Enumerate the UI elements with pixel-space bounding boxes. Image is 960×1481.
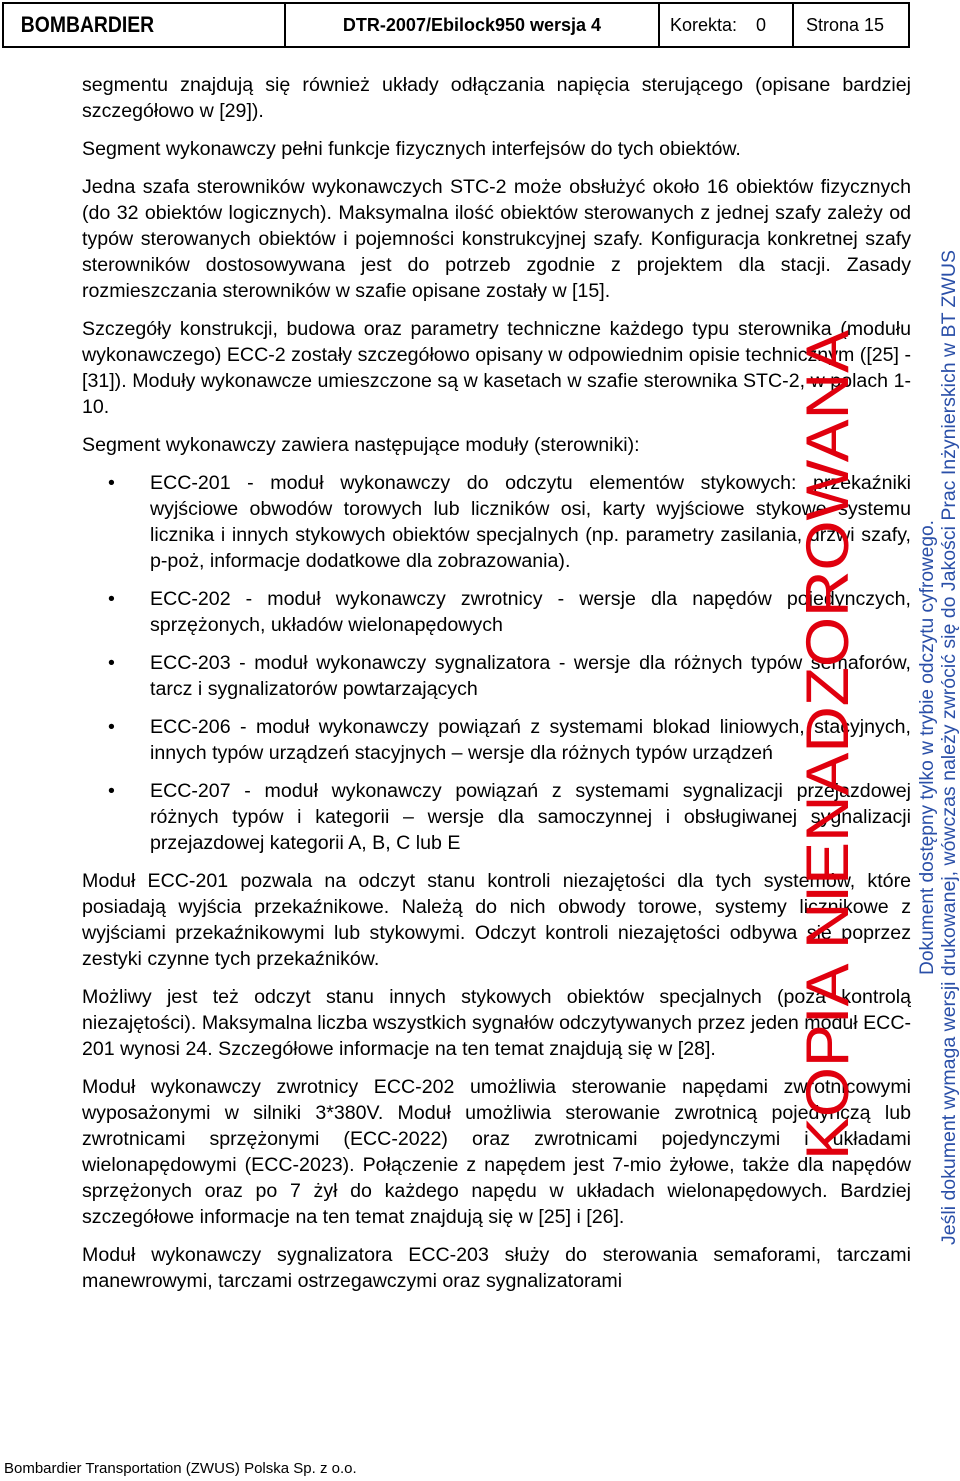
watermark-note-1: Dokument dostępny tylko w trybie odczytu cyfrowego. [917,523,938,975]
document-body [82,72,911,1306]
bullet-icon: • [108,652,115,674]
paragraph-3: Jedna szafa sterowników wykonawczych STC-2 może obsłużyć około 16 obiektów fizycznych (do 32 obiektów logicznych). Maksymalna ilość obiektów sterowanych z jednej szafy zależy od typów sterowanych obiektów i pojemności konstrukcyjnej szafy. Konfiguracja konkretnej szafy sterowników dostosowywana jest do potrzeb zgodnie z projektem dla stacji. Zasady rozmieszczania sterowników w szafie opisane zostały w [15]. [82,176,911,302]
list-item [82,714,911,766]
watermark-stamp: KOPIA NIENADZOROWANA [794,385,861,1160]
list-item [82,470,911,574]
revision-value: 0 [755,14,766,35]
paragraph-4: Szczegóły konstrukcji, budowa oraz parametry techniczne każdego typu sterownika (modułu wykonawczego) ECC-2 zostały szczegółowo opisany w odpowiednim opisie technicznym ([25] - [31]). Moduły wykonawcze umieszczone są w kasetach w szafie sterownika STC-2, w polach 1-10. [82,318,911,418]
bullet-icon: • [108,588,115,610]
paragraph-6: Moduł ECC-201 pozwala na odczyt stanu kontroli niezajętości dla tych systemów, które posiadają wyjścia przekaźnikowe. Należą do nich obwody torowe, systemy licznikowe z wyjściami przekaźnikowymi lub stykowymi. Odczyt kontroli niezajętości odbywa się poprzez zestyki czynne tych przekaźników. [82,870,911,970]
list-item-text: ECC-202 - moduł wykonawczy zwrotnicy - wersje dla napędów pojedynczych, sprzężonych, układów wielonapędowych [150,588,911,636]
bullet-icon: • [108,780,115,802]
watermark-note-2: Jeśli dokument wymaga wersji drukowanej, wówczas należy zwrócić się do Jakości Prac Inżynierskich w BT ZWUS [939,276,960,1245]
module-list [82,470,911,856]
page-footer: Bombardier Transportation (ZWUS) Polska Sp. z o.o. [4,1460,357,1477]
list-item-text: ECC-207 - moduł wykonawczy powiązań z systemami sygnalizacji przejazdowej różnych typów i kategorii – wersje dla samoczynnej i obsługiwanej sygnalizacji przejazdowej kategorii A, B, C lub E [150,780,911,854]
paragraph-9: Moduł wykonawczy sygnalizatora ECC-203 służy do sterowania semaforami, tarczami manewrowymi, tarczami ostrzegawczymi oraz sygnalizatorami [82,1244,911,1292]
list-item [82,778,911,856]
paragraph-5: Segment wykonawczy zawiera następujące moduły (sterowniki): [82,434,640,456]
company-logo: BOMBARDIER [20,12,155,37]
list-item-text: ECC-203 - moduł wykonawczy sygnalizatora - wersje dla różnych typów semaforów, tarcz i sygnalizatorów powtarzających [150,652,911,700]
list-item-text: ECC-201 - moduł wykonawczy do odczytu elementów stykowych: przekaźniki wyjściowe obwodów torowych lub liczników osi, karty wyjściowe stykowe systemu licznika i innych stykowych obiektów specjalnych (np. parametry zasilania, drzwi szafy, p-poż, informacje dodatkowe dla zobrazowania). [150,472,911,572]
page-number: Strona 15 [806,14,885,35]
bullet-icon: • [108,472,115,494]
list-item-text: ECC-206 - moduł wykonawczy powiązań z systemami blokad liniowych, stacyjnych, innych typów urządzeń stacyjnych – wersje dla różnych typów urządzeń [150,716,911,764]
list-item [82,586,911,638]
paragraph-8: Moduł wykonawczy zwrotnicy ECC-202 umożliwia sterowanie napędami zwrotnicowymi wyposażonymi w silniki 3*380V. Moduł umożliwia sterowanie zwrotnicą pojedynczą lub zwrotnicami sprzężonymi (ECC-2022) oraz zwrotnicami pojedynczymi i układami wielonapędowymi (ECC-2023). Połączenie z napędem jest 7-mio żyłowe, także dla napędów sprzężonych oraz po 7 żył do każdego napędu w układach wielonapędowych. Bardziej szczegółowe informacje na ten temat znajdują się w [25] i [26]. [82,1076,911,1228]
paragraph-7: Możliwy jest też odczyt stanu innych stykowych obiektów specjalnych (poza kontrolą niezajętości). Maksymalna liczba wszystkich sygnałów odczytywanych przez jeden moduł ECC-201 wynosi 24. Szczegółowe informacje na ten temat znajdują się w [28]. [82,986,911,1060]
bullet-icon: • [108,716,115,738]
document-id: DTR-2007/Ebilock950 wersja 4 [286,4,660,46]
revision-cell [660,4,794,46]
company-logo-cell [4,4,286,46]
page-header [2,2,910,48]
revision-label: Korekta: [670,14,738,35]
paragraph-2: Segment wykonawczy pełni funkcje fizycznych interfejsów do tych obiektów. [82,138,741,160]
paragraph-1: segmentu znajdują się również układy odłączania napięcia sterującego (opisane bardziej szczegółowo w [29]). [82,74,911,122]
list-item [82,650,911,702]
